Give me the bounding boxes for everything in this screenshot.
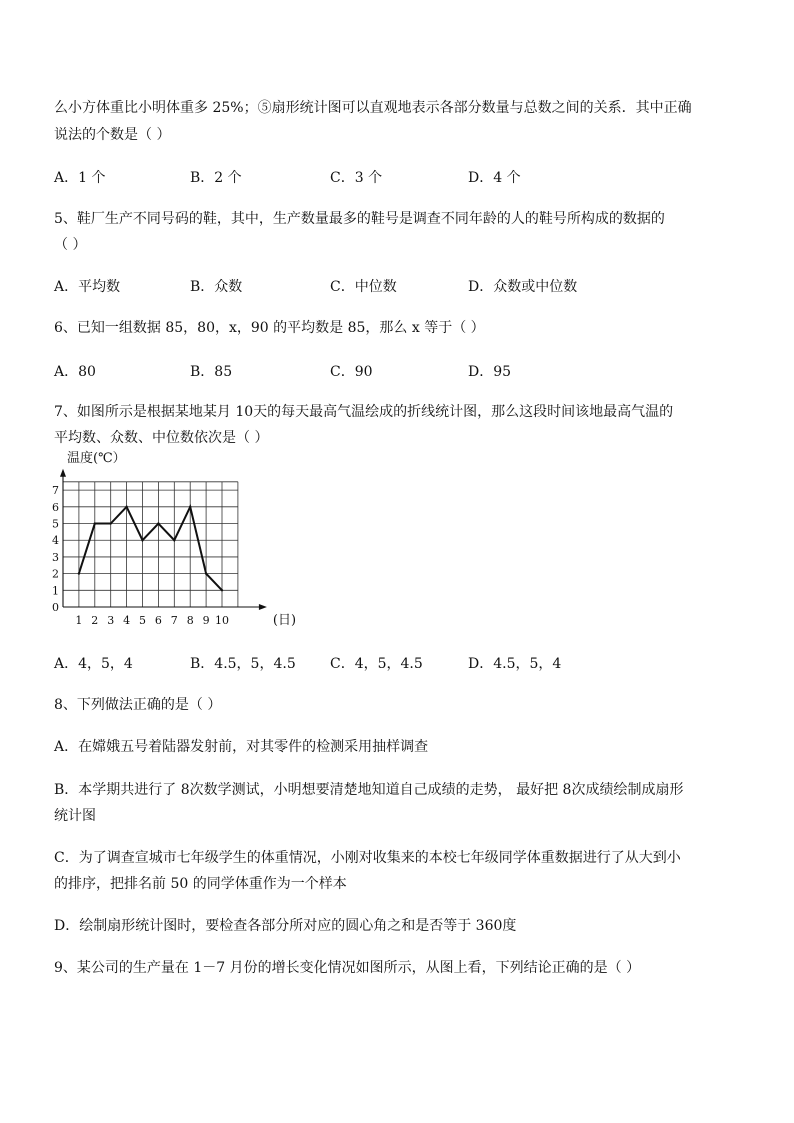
q5-option-b: B．众数	[190, 279, 243, 295]
q7-question: 7、如图所示是根据某地某月 10天的每天最高气温绘成的折线统计图，那么这段时间该地最高气温的	[54, 404, 674, 420]
y-tick-label: 4	[52, 534, 59, 548]
q9-question: 9、某公司的生产量在 1－7 月份的增长变化情况如图所示，从图上看，下列结论正确的是（ ）	[54, 960, 641, 976]
x-tick-label: 7	[170, 614, 178, 627]
temperature-line-chart	[44, 450, 297, 636]
q7-option-b: B．4.5，5，4.5	[190, 656, 296, 672]
data-point	[78, 572, 80, 574]
y-tick-label: 1	[52, 584, 59, 598]
q4-option-c: C．3 个	[330, 170, 383, 186]
y-axis-arrow	[60, 469, 66, 477]
data-point	[173, 539, 175, 541]
q8-question: 8、下列做法正确的是（ ）	[54, 697, 222, 713]
x-axis-label: (日)	[272, 613, 297, 628]
q6-option-d: D．95	[468, 364, 512, 380]
x-tick-label: 2	[91, 614, 99, 627]
data-point	[221, 589, 223, 591]
y-tick-label: 6	[52, 500, 59, 514]
q8-option-c: C．为了调查宣城市七年级学生的体重情况，小刚对收集来的本校七年级同学体重数据进行了从大到小	[54, 850, 681, 866]
data-point	[94, 522, 96, 524]
q4-option-b: B．2 个	[190, 170, 242, 186]
x-tick-label: 3	[107, 614, 115, 627]
q5-option-c: C．中位数	[330, 279, 397, 295]
q8-option-a: A．在嫦娥五号着陆器发射前，对其零件的检测采用抽样调查	[54, 739, 429, 755]
x-tick-label: 1	[75, 614, 83, 627]
q7-option-c: C．4，5，4.5	[330, 656, 423, 672]
q6-option-b: B．85	[190, 364, 233, 380]
q4-statement-cont: 么小方体重比小明体重多 25%；⑤扇形统计图可以直观地表示各部分数量与总数之间的关系．其中正确	[54, 100, 692, 116]
q6-option-c: C．90	[330, 364, 373, 380]
y-tick-label: 7	[52, 484, 59, 498]
q5-question-end: （ ）	[54, 237, 87, 253]
q8-option-c-cont: 的排序，把排名前 50 的同学体重作为一个样本	[54, 876, 347, 892]
x-axis-arrow	[259, 604, 267, 610]
data-point	[110, 522, 112, 524]
q7-option-d: D．4.5，5，4	[468, 656, 562, 672]
x-tick-label: 10	[215, 614, 229, 627]
y-tick-label: 0	[52, 601, 59, 614]
x-tick-label: 9	[202, 614, 210, 627]
x-tick-label: 5	[139, 614, 146, 627]
q5-option-a: A．平均数	[54, 279, 121, 295]
q5-question: 5、鞋厂生产不同号码的鞋，其中，生产数量最多的鞋号是调查不同年龄的人的鞋号所构成的数据的	[54, 211, 665, 227]
x-tick-label: 6	[154, 614, 162, 627]
q7-option-a: A．4，5，4	[54, 656, 133, 672]
temperature-series-line	[79, 507, 222, 590]
data-point	[125, 506, 127, 508]
y-tick-label: 2	[52, 567, 59, 581]
chart-svg	[44, 450, 297, 636]
y-tick-label: 5	[52, 517, 59, 531]
q5-option-d: D．众数或中位数	[468, 279, 578, 295]
data-point	[157, 522, 159, 524]
q4-option-d: D．4 个	[468, 170, 521, 186]
data-point	[141, 539, 143, 541]
q8-option-b: B．本学期共进行了 8次数学测试，小明想要清楚地知道自己成绩的走势， 最好把 8次成绩绘制成扇形	[54, 782, 684, 798]
x-tick-label: 8	[186, 614, 194, 627]
data-point	[205, 572, 207, 574]
q7-question-end: 平均数、众数、中位数依次是（ ）	[54, 430, 269, 446]
q6-question: 6、已知一组数据 85，80，x，90 的平均数是 85，那么 x 等于（ ）	[54, 320, 485, 336]
y-tick-label: 3	[52, 550, 59, 564]
q4-question-end: 说法的个数是（ ）	[54, 127, 171, 143]
y-axis-label: 温度(℃）	[67, 450, 126, 466]
q8-option-b-cont: 统计图	[54, 808, 96, 824]
x-tick-label: 4	[123, 614, 131, 627]
q4-option-a: A．1 个	[54, 170, 106, 186]
data-point	[189, 506, 191, 508]
q8-option-d: D．绘制扇形统计图时，要检查各部分所对应的圆心角之和是否等于 360度	[54, 918, 517, 934]
q6-option-a: A．80	[54, 364, 96, 380]
